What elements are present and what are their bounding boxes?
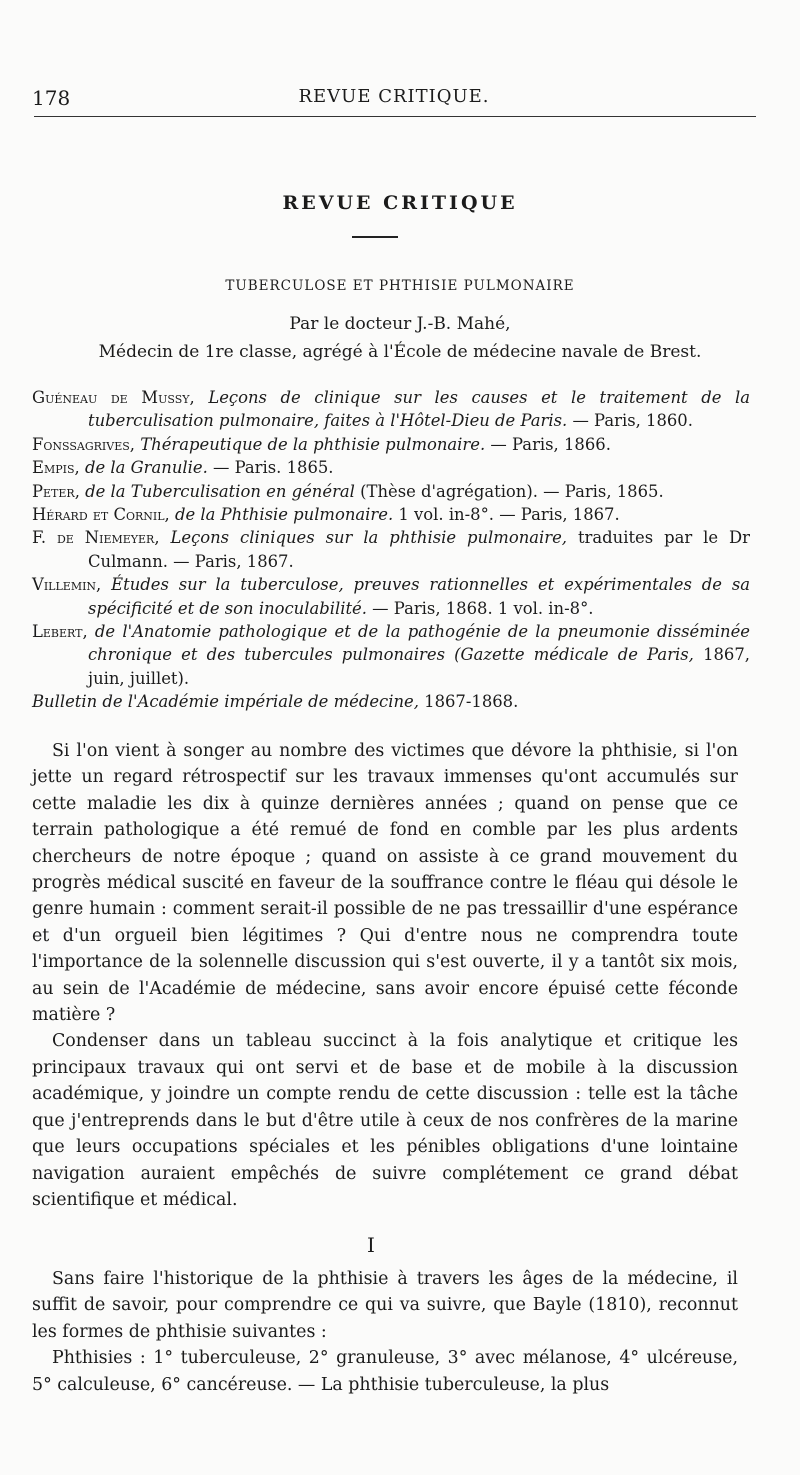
reference-title: Leçons de clinique sur les causes et le traitement de la tuberculisation pulmonaire, faites à l'Hôtel-Dieu de Paris. (88, 388, 751, 431)
article-body-section (32, 1266, 738, 1398)
reference-author: Lebert, (32, 622, 88, 642)
reference-details: — Paris. 1865. (213, 458, 334, 478)
reference-details: — Paris, 1868. 1 vol. in-8°. (372, 598, 594, 618)
reference-entry (32, 480, 750, 503)
reference-entry (32, 386, 750, 433)
page-number: 178 (32, 86, 71, 110)
reference-title: Thérapeutique de la phthisie pulmonaire. (140, 434, 486, 454)
reference-details: (Thèse d'agrégation). — Paris, 1865. (360, 481, 664, 501)
reference-author: Empis, (32, 458, 80, 478)
body-paragraph: Sans faire l'historique de la phthisie à travers les âges de la médecine, il suffit de savoir, pour comprendre ce qui va suivre, que Bayle (1810), reconnut les formes de phthisie suivantes : (32, 1269, 738, 1342)
reference-title: Études sur la tuberculose, preuves rationnelles et expérimentales de sa spécificité et de son inoculabilité. (88, 575, 750, 618)
section-heading: I (367, 1233, 375, 1257)
reference-author: Fonssagrives, (32, 434, 135, 454)
reference-title: de la Granulie. (84, 458, 208, 478)
reference-title: Leçons cliniques sur la phthisie pulmonaire, (170, 528, 568, 548)
article-subject: TUBERCULOSE ET PHTHISIE PULMONAIRE (225, 278, 575, 294)
reference-author: Peter, (32, 481, 80, 501)
reference-list (32, 386, 750, 714)
reference-entry (32, 526, 750, 573)
reference-details: 1867-1868. (424, 692, 519, 712)
header-rule (34, 116, 756, 117)
reference-details: — Paris, 1860. (572, 411, 693, 431)
reference-author: Guéneau de Mussy, (32, 388, 195, 407)
reference-entry (32, 573, 750, 620)
body-paragraph: Si l'on vient à songer au nombre des victimes que dévore la phthisie, si l'on jette un regard rétrospectif sur les travaux immenses qu'ont accumulés sur cette maladie les dix à quinze dernières années ; quand on pense que ce terrain pathologique a été remué de fond en comble par les plus ardents chercheurs de notre époque ; quand on assiste à ce grand mouvement du progrès médical suscité en faveur de la souffrance contre le fléau qui désole le genre humain : comment serait-il possible de ne pas tressaillir d'une espérance et d'un orgueil bien légitimes ? Qui d'entre nous ne comprendra toute l'importance de la solennelle discussion qui s'est ouverte, il y a tantôt six mois, au sein de l'Académie de médecine, sans avoir encore épuisé cette féconde matière ? (32, 741, 738, 1026)
running-title: REVUE CRITIQUE. (298, 86, 490, 107)
reference-entry (32, 433, 750, 456)
reference-title: de la Tuberculisation en général (85, 481, 355, 501)
reference-details: 1867, juin, juillet). (88, 645, 751, 688)
reference-details: — Paris, 1866. (490, 434, 611, 454)
reference-title: de la Phthisie pulmonaire. (174, 505, 394, 525)
reference-author: Villemin, (32, 575, 102, 595)
title-rule (352, 236, 398, 238)
article-author: Par le docteur J.-B. Mahé, (289, 314, 511, 334)
article-body (32, 738, 738, 1213)
reference-author: F. de Niemeyer, (32, 528, 160, 548)
author-role: Médecin de 1re classe, agrégé à l'École de médecine navale de Brest. (98, 342, 702, 362)
body-paragraph: Condenser dans un tableau succinct à la fois analytique et critique les principaux travaux qui ont servi et de base et de mobile à la discussion académique, y joindre un compte rendu de cette discussion : telle est la tâche que j'entreprends dans le but d'être utile à ceux de nos confrères de la marine que leurs occupations spéciales et les pénibles obligations d'une lointaine navigation auraient empêchés de suivre complétement ce grand débat scientifique et médical. (32, 1031, 738, 1210)
reference-details: traduites par le Dr Culmann. — Paris, 1867. (88, 528, 750, 571)
reference-entry (32, 690, 750, 713)
reference-details: 1 vol. in-8°. — Paris, 1867. (398, 505, 620, 525)
reference-entry (32, 620, 750, 690)
article-title: REVUE CRITIQUE (282, 192, 518, 214)
reference-entry (32, 456, 750, 479)
reference-entry (32, 503, 750, 526)
running-head (32, 86, 756, 110)
reference-title: Bulletin de l'Académie impériale de médecine, (32, 692, 419, 712)
reference-author: Hérard et Cornil, (32, 505, 170, 525)
body-paragraph: Phthisies : 1° tuberculeuse, 2° granuleuse, 3° avec mélanose, 4° ulcéreuse, 5° calculeuse, 6° cancéreuse. — La phthisie tuberculeuse, la plus (32, 1348, 738, 1395)
reference-title: de l'Anatomie pathologique et de la pathogénie de la pneumonie disséminée chronique et des tubercules pulmonaires (Gazette médicale de Paris, (88, 622, 750, 665)
